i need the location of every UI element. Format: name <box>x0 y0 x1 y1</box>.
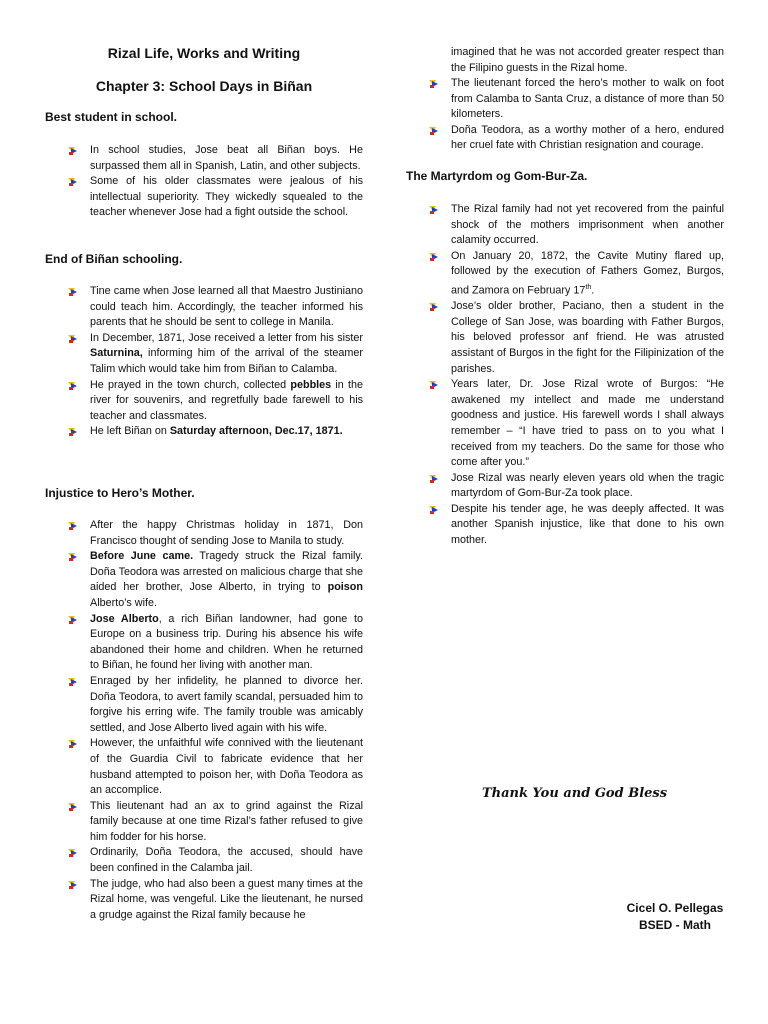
list-item <box>428 299 724 377</box>
continuation-text: imagined that he was not accorded greater respect than the Filipino guests in the Rizal home. <box>451 46 724 74</box>
list-end-schooling <box>67 284 363 440</box>
item-text: Alberto’s wife. <box>90 596 158 609</box>
bullet-icon <box>67 801 78 812</box>
item-text: On January 20, 1872, the Cavite Mutiny flared up, followed by the execution of Fathers Gomez, Burgos, and Zamora on February 17 <box>451 249 724 297</box>
bold-text: poison <box>327 581 363 594</box>
bullet-icon <box>67 426 78 437</box>
bullet-icon <box>67 879 78 890</box>
list-item <box>67 331 363 378</box>
item-text: He prayed in the town church, collected <box>90 378 291 391</box>
bullet-icon <box>67 176 78 187</box>
section-heading-injustice: Injustice to Hero’s Mother. <box>45 486 195 500</box>
item-text: He left Biñan on <box>90 425 170 438</box>
item-text: However, the unfaithful wife connived with the lieutenant of the Guardia Civil to fabricate evidence that her husband attempted to poison her, with Doña Teodora as an accomplice. <box>90 737 363 797</box>
bullet-icon <box>67 380 78 391</box>
item-text: Tine came when Jose learned all that Maestro Justiniano could teach him. Accordingly, the teacher informed his parents that he should be sent to college in Manila. <box>90 285 363 329</box>
closing-message: Thank You and God Bless <box>482 786 668 801</box>
list-best-student <box>67 143 363 221</box>
item-text: Ordinarily, Doña Teodora, the accused, should have been confined in the Calamba jail. <box>90 846 363 875</box>
item-text: Jose Rizal was nearly eleven years old when the tragic martyrdom of Gom-Bur-Za took place. <box>451 471 724 500</box>
bullet-icon <box>428 251 439 262</box>
item-text: The judge, who had also been a guest many times at the Rizal home, was vengeful. Like the lieutenant, he nursed a grudge against the Rizal family because he <box>90 877 363 921</box>
list-item <box>67 877 363 924</box>
item-text: Tragedy struck the Rizal family. Doña Teodora was arrested on malicious charge that she aided her brother, Jose Alberto, in trying to <box>90 550 363 594</box>
item-text: Despite his tender age, he was deeply affected. It was another Spanish injustice, like that done to his own mother. <box>451 502 724 547</box>
bullet-icon <box>428 379 439 390</box>
item-text: The lieutenant forced the hero’s mother to walk on foot from Calamba to Santa Cruz, a distance of more than 50 kilometers. <box>451 77 724 121</box>
bullet-icon <box>67 520 78 531</box>
bold-text: pebbles <box>290 378 332 391</box>
list-item <box>428 377 724 471</box>
list-item <box>428 202 724 249</box>
item-text: in the river for souvenirs, and regretfully bade farewell to his teacher and classmates. <box>90 378 363 422</box>
bullet-icon <box>67 551 78 562</box>
list-item <box>67 284 363 331</box>
author-name: Cicel O. Pellegas <box>626 901 724 915</box>
item-text: . <box>591 284 595 297</box>
list-item <box>67 424 363 440</box>
section-heading-gomburza: The Martyrdom og Gom-Bur-Za. <box>406 169 588 183</box>
list-item <box>428 471 724 502</box>
bullet-icon <box>428 301 439 312</box>
item-text: Years later, Dr. Jose Rizal wrote of Burgos: “He awakened my intellect and made me understand goodness and justice. His farewell words I shall always remember – “I have tried to pass on to you what I received from my teachers. Do the same for those who come after you.” <box>451 378 724 469</box>
bullet-icon <box>428 504 439 515</box>
bullet-icon <box>67 847 78 858</box>
document-title: Rizal Life, Works and Writing <box>107 45 301 61</box>
item-text: , a rich Biñan landowner, had gone to Europe on a business trip. During his absence his wife abandoned their home and children. When he returned to Biñan, he found her living with another man. <box>90 612 363 672</box>
item-text: In December, 1871, Jose received a letter from his sister <box>90 331 363 344</box>
list-item <box>67 518 363 549</box>
bullet-icon <box>67 333 78 344</box>
section-heading-end-schooling: End of Biñan schooling. <box>45 252 183 266</box>
list-item <box>67 845 363 876</box>
bullet-icon <box>428 78 439 89</box>
list-item <box>67 799 363 846</box>
bullet-icon <box>428 473 439 484</box>
bullet-icon <box>67 286 78 297</box>
section-heading-best-student: Best student in school. <box>45 110 178 124</box>
item-text: th <box>585 283 592 291</box>
list-item <box>428 123 724 154</box>
chapter-title: Chapter 3: School Days in Biñan <box>95 78 313 94</box>
bullet-icon <box>428 204 439 215</box>
author-block <box>610 900 740 934</box>
bullet-icon <box>428 125 439 136</box>
bullet-icon <box>67 614 78 625</box>
item-text: Some of his older classmates were jealous of his intellectual superiority. They wickedly squealed to the teacher whenever Jose had a fight outside the school. <box>90 175 363 219</box>
list-injustice-continued-items <box>428 76 724 154</box>
list-injustice <box>67 518 363 923</box>
bullet-icon <box>67 145 78 156</box>
item-text: After the happy Christmas holiday in 1871, Don Francisco thought of sending Jose to Manila to study. <box>90 519 363 547</box>
bullet-icon <box>67 738 78 749</box>
item-text: In school studies, Jose beat all Biñan boys. He surpassed them all in Spanish, Latin, and other subjects. <box>90 144 363 172</box>
list-item <box>428 502 724 549</box>
list-item <box>67 674 363 736</box>
list-item <box>67 736 363 798</box>
item-text: Jose’s older brother, Paciano, then a student in the College of San Jose, was boarding with Father Burgos, his beloved professor anf friend. He was atrusted assistant of Burgos in the fight for the Filipinization of the parishes. <box>451 300 724 375</box>
list-item <box>67 143 363 174</box>
bullet-icon <box>67 676 78 687</box>
item-text: This lieutenant had an ax to grind against the Rizal family because at one time Rizal’s father refused to give him fodder for his horse. <box>90 799 363 843</box>
list-item <box>67 612 363 674</box>
item-text: Enraged by her infidelity, he planned to divorce her. Doña Teodora, to avert family scandal, persuaded him to forgive his erring wife. The family trouble was amicably settled, and Jose Alberto lived again with his wife. <box>90 674 363 734</box>
bold-text: Saturnina, <box>90 347 143 360</box>
item-text: The Rizal family had not yet recovered from the painful shock of the mothers imprisonment when another calamity occurred. <box>451 203 724 247</box>
list-item <box>67 174 363 221</box>
list-injustice-continued <box>428 45 724 76</box>
item-text: Doña Teodora, as a worthy mother of a hero, endured her cruel fate with Christian resignation and courage. <box>451 123 724 152</box>
item-text: informing him of the arrival of the steamer Talim which would take him from Biñan to Calamba. <box>90 347 363 375</box>
bold-text: Before June came. <box>90 550 194 563</box>
list-item <box>67 378 363 425</box>
bold-text: Jose Alberto <box>90 612 159 625</box>
list-item <box>67 549 363 611</box>
bold-text: Saturday afternoon, Dec.17, 1871. <box>169 425 343 438</box>
list-gomburza <box>428 202 724 549</box>
list-item <box>428 76 724 123</box>
list-item <box>428 249 724 299</box>
author-course: BSED - Math <box>639 918 711 932</box>
